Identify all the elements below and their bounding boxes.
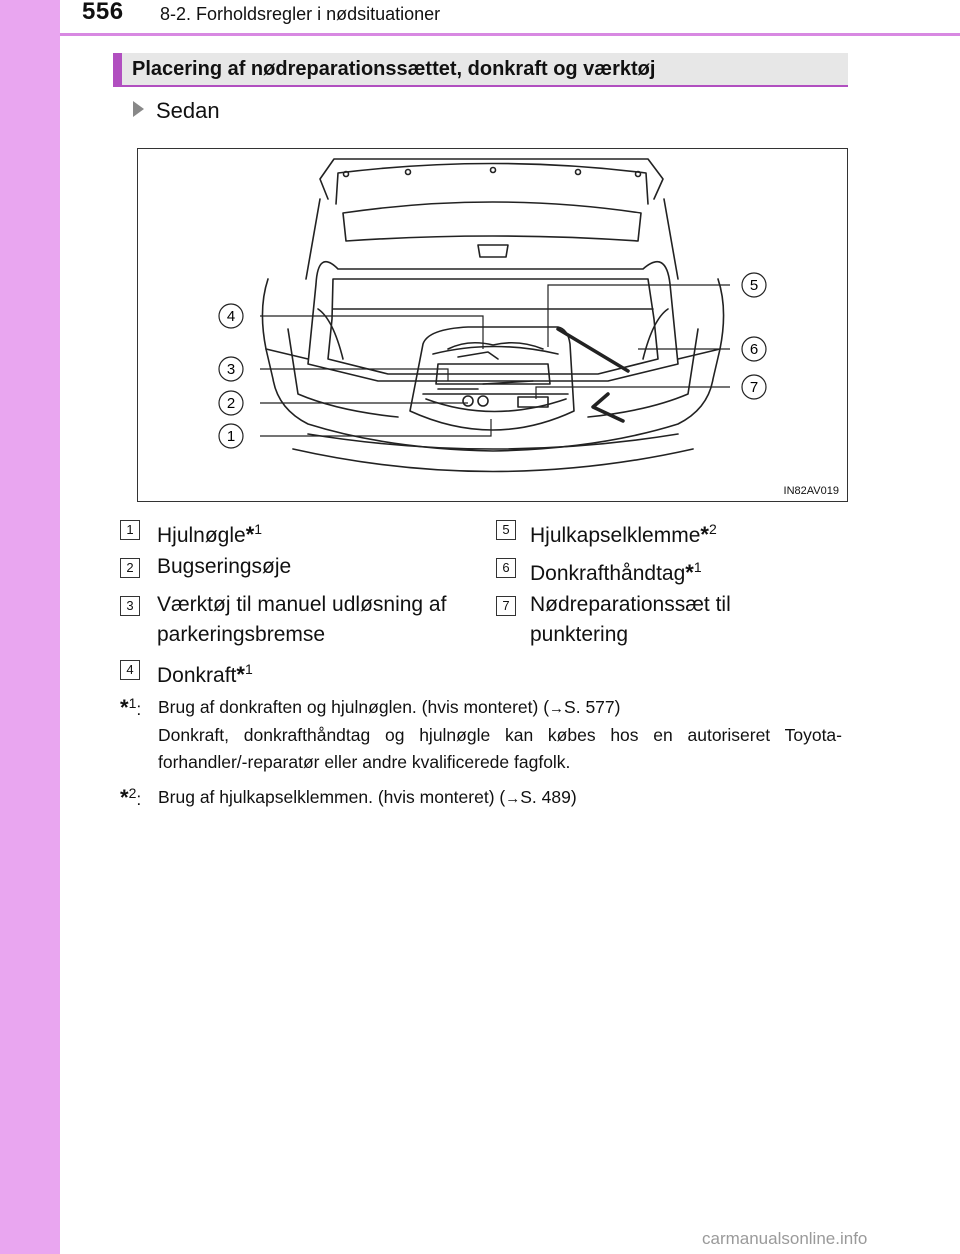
footnote-1-ref[interactable]: S. 577) — [564, 697, 621, 717]
legend-label-2: Bugseringsøje — [157, 555, 292, 578]
legend-badge-4: 4 — [120, 660, 140, 680]
callout-5: 5 — [749, 277, 759, 294]
legend-item-7 — [530, 590, 731, 650]
footnote-star-icon: * — [120, 694, 129, 720]
footnote-2-text: Brug af hjulkapselklemmen. (hvis monteret) ( — [158, 787, 506, 807]
footnote-2 — [120, 784, 842, 812]
footnote-2-body — [158, 784, 842, 812]
footnote-star-icon: * — [685, 560, 694, 585]
legend-label-7b: punktering — [530, 623, 629, 646]
arrow-right-icon: → — [505, 790, 521, 807]
callout-6: 6 — [749, 341, 759, 358]
legend-badge-7: 7 — [496, 596, 516, 616]
legend-item-4 — [157, 654, 253, 691]
footnote-2-num: 2 — [128, 785, 137, 801]
legend-sup-6: 1 — [693, 559, 702, 575]
callout-4: 4 — [226, 308, 236, 325]
footnote-1 — [120, 694, 842, 776]
footnote-1-rest: Donkraft, donkrafthåndtag og hjulnøgle kan købes hos en autoriseret Toyota-forhandler/-reparatør eller andre kvalificerede fagfolk. — [158, 725, 842, 772]
legend-item-1 — [157, 514, 262, 551]
legend-item-5 — [530, 514, 717, 551]
legend-label-3b: parkeringsbremse — [157, 623, 326, 646]
legend-badge-2: 2 — [120, 558, 140, 578]
footnote-star-icon: * — [120, 784, 129, 810]
page-side-tab — [0, 0, 60, 1254]
legend-label-7a: Nødreparationssæt til — [530, 593, 731, 616]
page-number: 556 — [82, 0, 124, 25]
legend-sup-1: 1 — [254, 521, 263, 537]
legend-label-5: Hjulkapselklemme — [530, 524, 701, 547]
variant-label — [133, 98, 220, 124]
trunk-illustration — [137, 148, 848, 502]
footnote-star-icon: * — [245, 522, 255, 547]
footnote-2-marker: *$^2$: — [120, 784, 142, 810]
legend-sup-5: 2 — [708, 521, 717, 537]
legend-label-3a: Værktøj til manuel udløsning af — [157, 593, 447, 616]
legend-badge-1: 1 — [120, 520, 140, 540]
figure-id: IN82AV019 — [783, 485, 839, 497]
legend-badge-5: 5 — [496, 520, 516, 540]
variant-text: Sedan — [156, 98, 220, 123]
watermark: carmanualsonline.info — [702, 1229, 868, 1248]
footnote-1-body — [158, 694, 842, 776]
legend-item-6 — [530, 552, 702, 589]
legend-item-3 — [157, 590, 446, 650]
footnote-1-text: Brug af donkraften og hjulnøglen. (hvis monteret) ( — [158, 697, 550, 717]
car-trunk-drawing — [138, 149, 847, 501]
header-rule — [60, 33, 960, 36]
footnote-star-icon: * — [236, 662, 245, 687]
section-title: Placering af nødreparationssættet, donkraft og værktøj — [132, 58, 656, 80]
callout-7: 7 — [749, 379, 759, 396]
footnote-1-num: 1 — [128, 695, 137, 711]
footnote-1-marker: *$^1$: — [120, 694, 142, 720]
callout-2: 2 — [226, 395, 236, 412]
legend-item-2 — [157, 552, 291, 582]
legend-label-1: Hjulnøgle — [157, 524, 246, 547]
legend-label-4: Donkraft — [157, 664, 237, 687]
chapter-title: 8-2. Forholdsregler i nødsituationer — [160, 4, 441, 24]
callout-3: 3 — [226, 361, 236, 378]
legend-label-6: Donkrafthåndtag — [530, 562, 686, 585]
section-heading — [113, 53, 848, 87]
legend-sup-4: 1 — [244, 661, 253, 677]
legend-badge-3: 3 — [120, 596, 140, 616]
arrow-right-icon: → — [549, 700, 565, 717]
footnote-2-ref[interactable]: S. 489) — [520, 787, 577, 807]
legend-badge-6: 6 — [496, 558, 516, 578]
callout-1: 1 — [226, 428, 236, 445]
triangle-bullet-icon — [133, 101, 144, 117]
footnote-star-icon: * — [700, 522, 709, 547]
